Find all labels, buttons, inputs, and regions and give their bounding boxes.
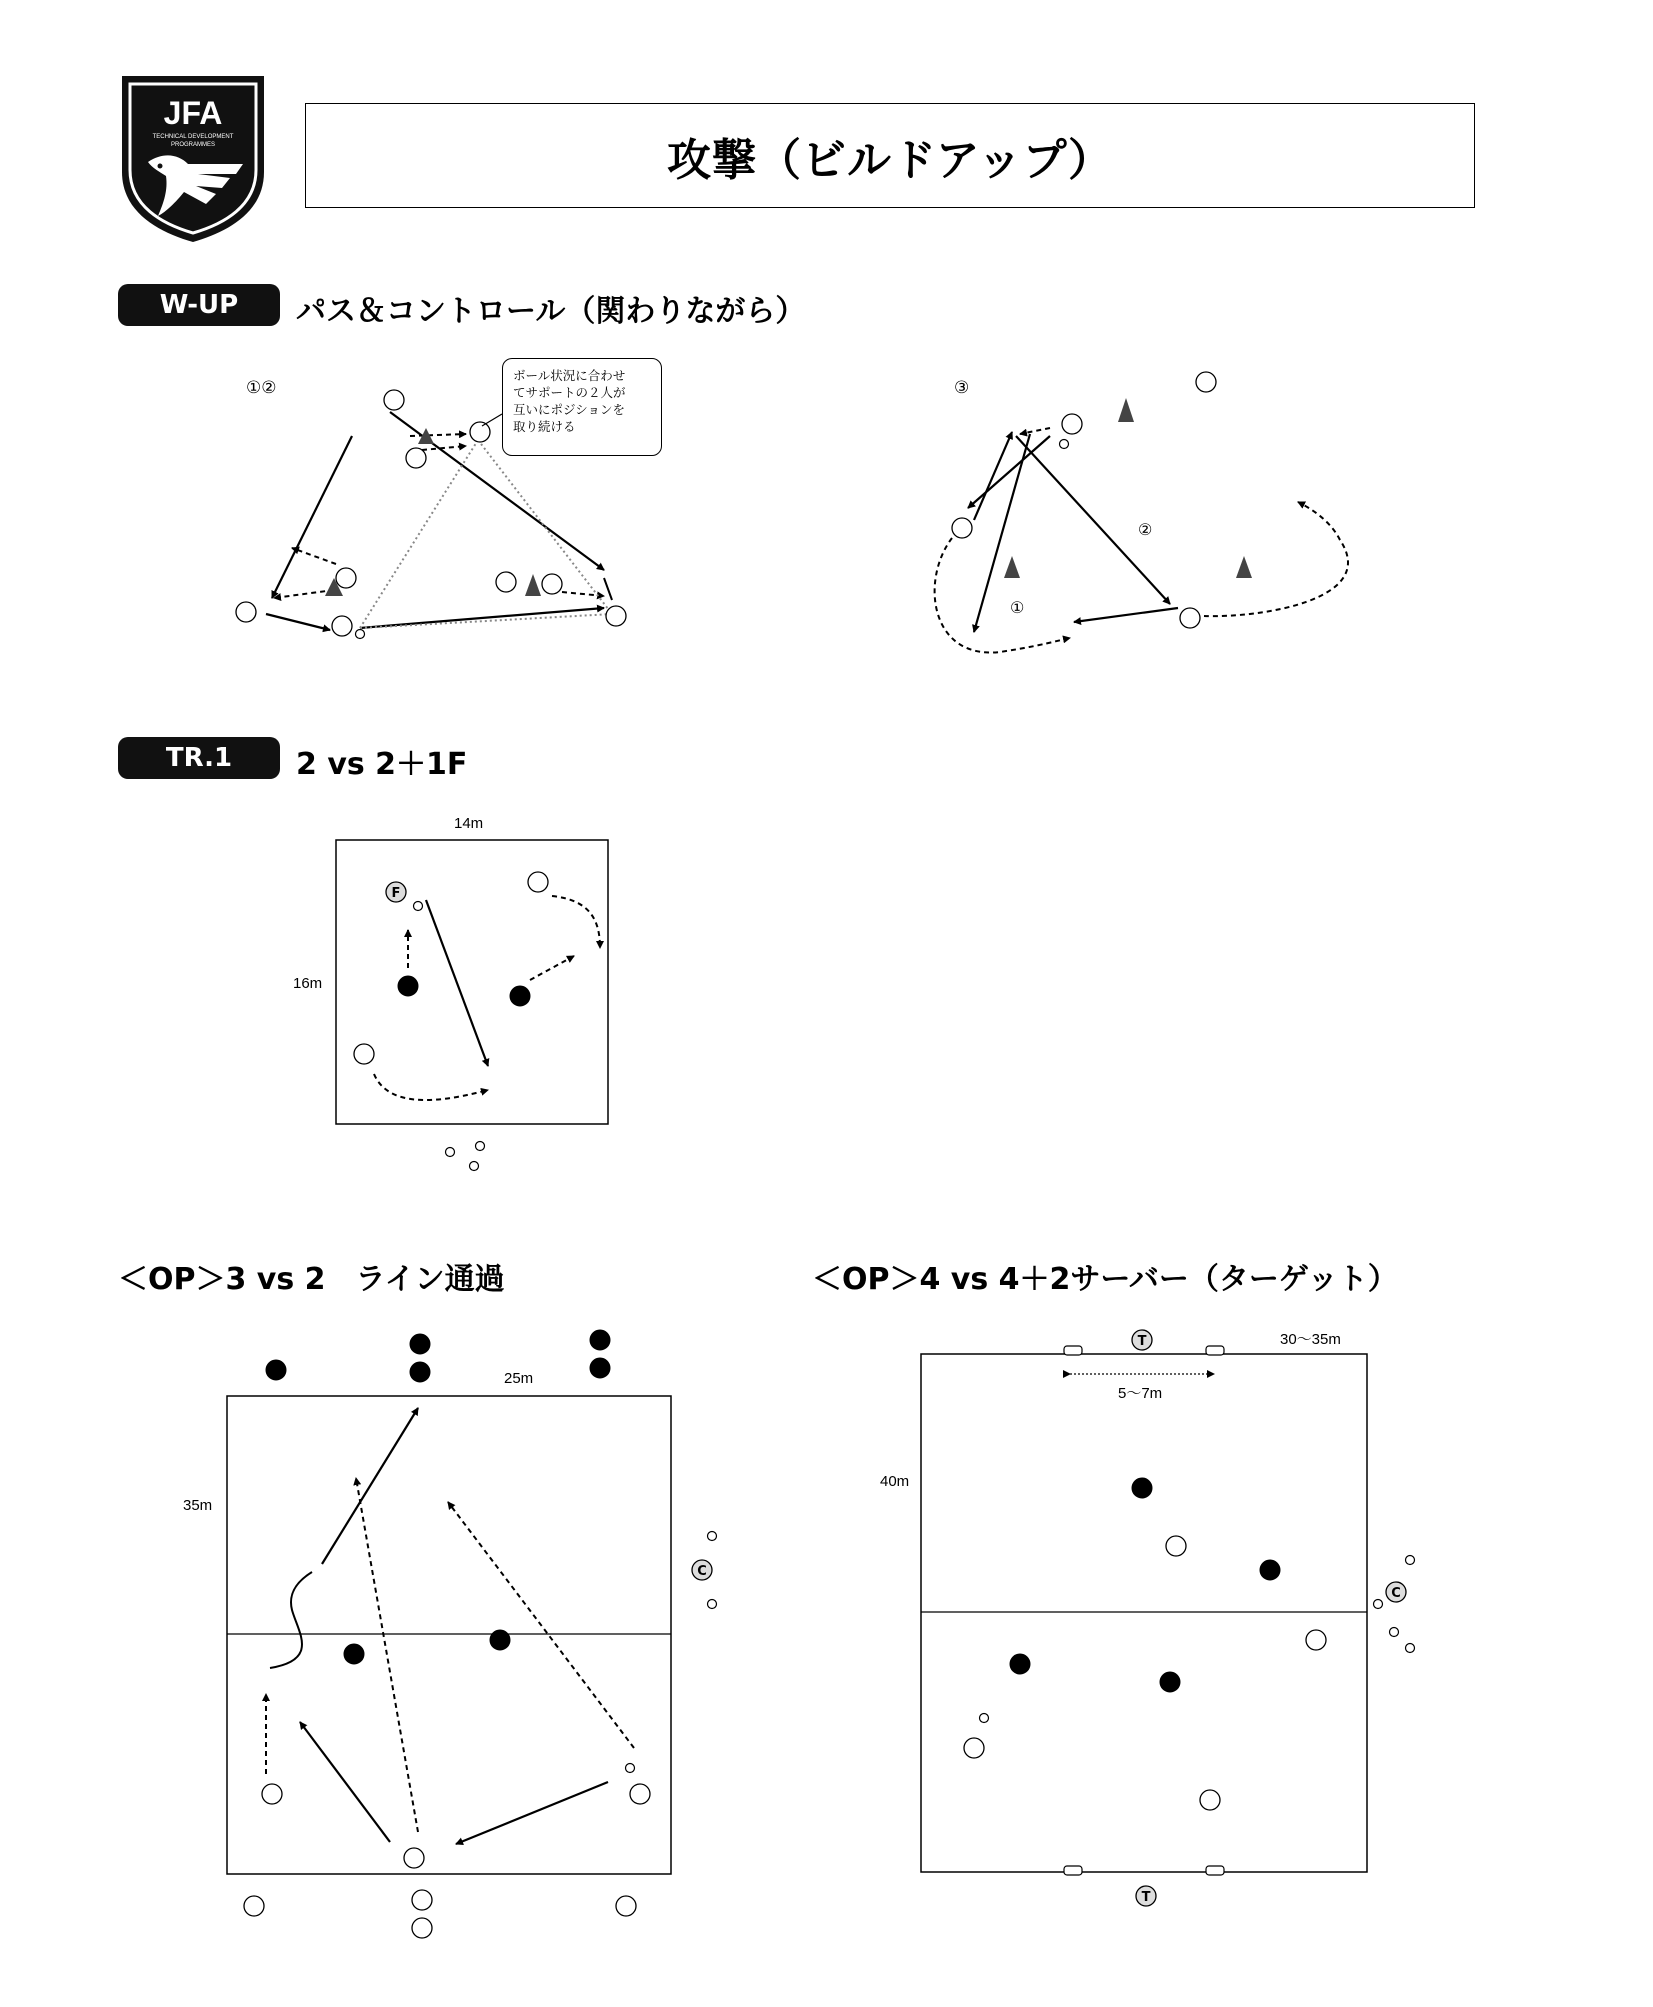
wup-diagram-1 (236, 390, 626, 639)
player-black (490, 1630, 510, 1650)
player-white (262, 1784, 282, 1804)
player-white (964, 1738, 984, 1758)
tr1-tag: TR.1 (118, 737, 280, 779)
pass-arrow (604, 578, 612, 600)
coach-label: C (697, 1564, 707, 1579)
wup-diagram2-label: ③ (954, 378, 970, 397)
player-white (1166, 1536, 1186, 1556)
run-arrow (935, 538, 1070, 653)
player-black (1010, 1654, 1030, 1674)
player-white (244, 1896, 264, 1916)
op2-width-label: 30〜35m (1280, 1331, 1341, 1348)
player-black (1260, 1560, 1280, 1580)
player-white (496, 572, 516, 592)
note-line: ボール状況に合わせ (513, 368, 626, 383)
wup-step1-label: ① (1010, 600, 1025, 617)
dribble-path (270, 1572, 312, 1668)
player-black (410, 1334, 430, 1354)
logo-text: JFA (163, 95, 223, 131)
run-arrow (448, 1502, 634, 1748)
run-arrow (356, 1478, 418, 1832)
note-pointer (482, 414, 502, 426)
player-black (398, 976, 418, 996)
player-white (412, 1918, 432, 1938)
tr1-field (336, 840, 608, 1124)
ball-icon (476, 1142, 485, 1151)
player-white (952, 518, 972, 538)
wup-diagram-2 (935, 372, 1348, 653)
player-white (1196, 372, 1216, 392)
cone-icon (1004, 556, 1020, 578)
tr1-height-label: 16m (293, 975, 323, 992)
player-white (354, 1044, 374, 1064)
player-white (412, 1890, 432, 1910)
op2-height-label: 40m (880, 1473, 910, 1490)
target-label-bottom: T (1141, 1890, 1151, 1905)
wup-diagram1-label: ①② (246, 378, 277, 397)
goal-cone-icon (1064, 1346, 1082, 1355)
player-black (590, 1358, 610, 1378)
ball-icon (626, 1764, 635, 1773)
op1-field (227, 1396, 671, 1874)
ball-icon (446, 1148, 455, 1157)
player-white (606, 606, 626, 626)
goal-cone-icon (1064, 1866, 1082, 1875)
pass-arrow (974, 434, 1030, 632)
player-white (630, 1784, 650, 1804)
player-black (510, 986, 530, 1006)
op2-goal-width-label: 5〜7m (1118, 1385, 1163, 1402)
pass-arrow (968, 436, 1050, 508)
player-black (590, 1330, 610, 1350)
run-arrow (1204, 502, 1348, 616)
ball-icon (414, 902, 423, 911)
pass-arrow (974, 432, 1012, 520)
player-black (344, 1644, 364, 1664)
run-arrow (530, 956, 574, 980)
pass-arrow (300, 1722, 390, 1842)
run-arrow (552, 896, 600, 948)
note-line: 取り続ける (513, 419, 576, 434)
note-line: 互いにポジションを (513, 402, 625, 417)
note-line: てサポートの２人が (513, 385, 626, 400)
pass-arrow (426, 900, 488, 1066)
player-white (404, 1848, 424, 1868)
coach-label: C (1391, 1586, 1401, 1601)
ball-icon (980, 1714, 989, 1723)
pass-arrow (266, 614, 330, 630)
tr1-title: 2 vs 2＋1F (296, 747, 468, 782)
player-black (266, 1360, 286, 1380)
op1-diagram (227, 1330, 717, 1938)
run-arrow (422, 446, 466, 450)
run-arrow (292, 548, 336, 564)
player-white (1200, 1790, 1220, 1810)
pass-arrow (1074, 608, 1178, 622)
op2-field (921, 1354, 1367, 1872)
player-black (410, 1362, 430, 1382)
player-black (1160, 1672, 1180, 1692)
op1-title: ＜OP＞3 vs 2 ライン通過 (118, 1262, 505, 1297)
ball-icon (708, 1532, 717, 1541)
cone-icon (1236, 556, 1252, 578)
player-white (528, 872, 548, 892)
cone-icon (525, 574, 541, 596)
wup-step2-label: ② (1138, 522, 1153, 539)
player-black (1132, 1478, 1152, 1498)
pass-arrow (1016, 436, 1170, 604)
run-arrow (274, 590, 334, 598)
op1-height-label: 35m (183, 1497, 213, 1514)
wup-title: パス＆コントロール（関わりながら） (296, 294, 806, 329)
ball-icon (470, 1162, 479, 1171)
player-white (406, 448, 426, 468)
ball-icon (1060, 440, 1069, 449)
target-label-top: T (1137, 1334, 1147, 1349)
player-white (384, 390, 404, 410)
goal-cone-icon (1206, 1866, 1224, 1875)
ball-icon (1406, 1556, 1415, 1565)
wup-tag: W-UP (118, 284, 280, 326)
player-white (332, 616, 352, 636)
pass-arrow (456, 1782, 608, 1844)
player-white (616, 1896, 636, 1916)
player-white (1062, 414, 1082, 434)
player-white (542, 574, 562, 594)
run-arrow (374, 1074, 488, 1100)
ball-icon (708, 1600, 717, 1609)
ball-icon (1406, 1644, 1415, 1653)
ball-icon (356, 630, 365, 639)
ball-icon (1374, 1600, 1383, 1609)
player-white (1180, 608, 1200, 628)
op2-diagram (921, 1330, 1415, 1906)
player-white (236, 602, 256, 622)
op2-title: ＜OP＞4 vs 4＋2サーバー（ターゲット） (812, 1262, 1398, 1297)
freeman-label: F (391, 886, 401, 901)
goal-cone-icon (1206, 1346, 1224, 1355)
logo-sub-2: PROGRAMMES (170, 142, 216, 148)
player-white (470, 422, 490, 442)
cone-icon (1118, 398, 1134, 422)
logo-sub-1: TECHNICAL DEVELOPMENT (152, 134, 234, 140)
run-arrow (1020, 428, 1050, 434)
tr1-diagram (336, 840, 608, 1171)
op1-width-label: 25m (504, 1370, 534, 1387)
pass-arrow (322, 1408, 418, 1564)
player-white (1306, 1630, 1326, 1650)
page-title: 攻撃（ビルドアップ） (305, 103, 1475, 208)
ball-icon (1390, 1628, 1399, 1637)
player-white (336, 568, 356, 588)
tr1-width-label: 14m (454, 815, 484, 832)
